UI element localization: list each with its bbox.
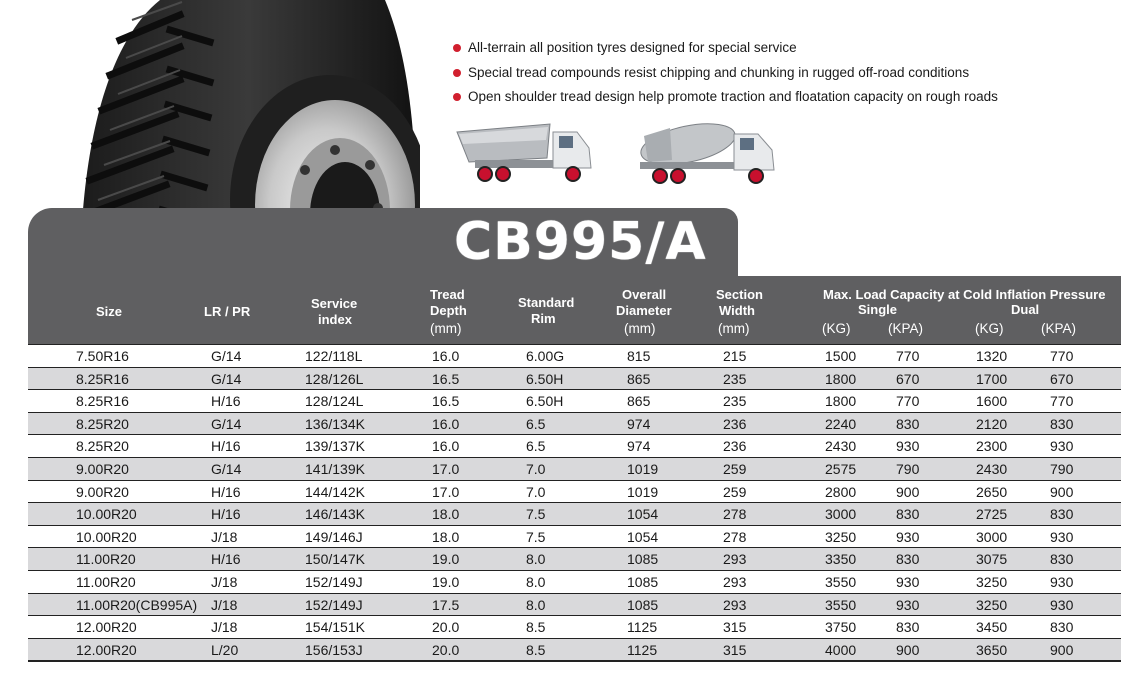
table-cell: 974 [627,415,651,432]
table-cell: 3550 [825,596,857,613]
table-row [28,571,1121,594]
table-cell: 16.5 [432,393,460,410]
table-cell: H/16 [211,393,241,410]
table-cell: 7.0 [526,483,546,500]
feature-item [452,85,998,110]
table-row [28,481,1121,504]
table-cell: 2240 [825,415,857,432]
table-row [28,345,1121,368]
spec-table [28,344,1121,662]
table-cell: H/16 [211,483,241,500]
col-diam-unit: (mm) [624,321,656,336]
table-cell: 18.0 [432,506,460,523]
table-cell: 8.0 [526,596,546,613]
col-width-1: Section [716,287,763,302]
table-cell: 3650 [976,641,1008,658]
table-cell: 8.5 [526,641,546,658]
table-row [28,435,1121,458]
mixer-truck-icon [630,120,780,192]
table-cell: 236 [723,438,747,455]
table-cell: 670 [1050,370,1074,387]
table-cell: 141/139K [305,460,365,477]
table-cell: 136/134K [305,415,365,432]
table-cell: 1054 [627,528,659,545]
col-diam-1: Overall [622,287,667,302]
table-cell: 830 [1050,551,1074,568]
table-cell: 150/147K [305,551,365,568]
col-dual-kg: (KG) [975,321,1004,336]
table-cell: 830 [896,415,920,432]
table-header [28,278,1121,344]
table-cell: 865 [627,393,651,410]
table-cell: 293 [723,573,747,590]
table-cell: 12.00R20 [76,641,137,658]
table-cell: 3550 [825,573,857,590]
table-cell: 790 [896,460,920,477]
feature-text: Special tread compounds resist chipping and chunking in rugged off-road conditions [468,64,970,80]
model-title: CB995/A [454,212,707,272]
table-cell: 1600 [976,393,1008,410]
table-cell: 830 [896,551,920,568]
table-cell: 139/137K [305,438,365,455]
table-cell: J/18 [211,619,238,636]
col-diam-2: Diameter [616,303,672,318]
table-cell: 3350 [825,551,857,568]
table-cell: J/18 [211,528,238,545]
table-cell: 152/149J [305,596,363,613]
table-cell: 1019 [627,460,659,477]
table-cell: 900 [896,483,920,500]
table-cell: 2725 [976,506,1008,523]
table-cell: 3000 [976,528,1008,545]
table-cell: 930 [1050,438,1074,455]
table-cell: 790 [1050,460,1074,477]
col-width-unit: (mm) [718,321,750,336]
table-cell: 830 [1050,619,1074,636]
table-cell: 1800 [825,393,857,410]
table-cell: 7.5 [526,506,546,523]
table-cell: 2650 [976,483,1008,500]
table-cell: 7.5 [526,528,546,545]
col-size: Size [96,304,123,319]
table-cell: 236 [723,415,747,432]
table-cell: 930 [896,438,920,455]
table-row [28,616,1121,639]
table-cell: G/14 [211,370,242,387]
table-cell: 7.50R16 [76,348,129,364]
table-cell: 7.0 [526,460,546,477]
table-cell: 9.00R20 [76,460,129,477]
table-row [28,548,1121,571]
table-cell: 815 [627,348,651,364]
table-cell: 3250 [976,596,1008,613]
bullet-icon [453,44,461,52]
dump-truck-icon [455,120,595,190]
table-cell: 144/142K [305,483,365,500]
table-cell: 128/124L [305,393,364,410]
table-cell: 6.5 [526,415,546,432]
table-cell: 3250 [825,528,857,545]
bullet-icon [453,93,461,101]
table-row [28,526,1121,549]
table-cell: 8.5 [526,619,546,636]
table-cell: 1800 [825,370,857,387]
table-cell: 278 [723,528,747,545]
col-service-1: Service [311,296,358,311]
table-cell: 8.25R16 [76,370,129,387]
feature-item [452,61,998,86]
table-cell: 12.00R20 [76,619,137,636]
table-cell: 930 [896,573,920,590]
table-cell: 16.0 [432,438,460,455]
table-cell: 930 [896,596,920,613]
table-cell: 11.00R20 [76,551,136,568]
table-row [28,368,1121,391]
table-cell: 17.5 [432,596,460,613]
table-cell: 6.50H [526,370,564,387]
table-cell: 930 [1050,573,1074,590]
table-cell: 2430 [976,460,1008,477]
table-cell: 830 [1050,415,1074,432]
table-row [28,503,1121,526]
col-lr-pr: LR / PR [204,304,251,319]
table-cell: 293 [723,551,747,568]
col-width-2: Width [719,303,755,318]
table-cell: 20.0 [432,619,460,636]
table-cell: 18.0 [432,528,460,545]
table-cell: 1085 [627,551,659,568]
table-cell: 128/126L [305,370,364,387]
table-row [28,458,1121,481]
table-cell: 293 [723,596,747,613]
table-cell: G/14 [211,415,242,432]
col-dual-kpa: (KPA) [1041,321,1077,336]
table-cell: 930 [1050,528,1074,545]
col-max-load: Max. Load Capacity at Cold Inflation Pressure [823,287,1106,302]
table-cell: 17.0 [432,460,460,477]
col-tread-unit: (mm) [430,321,462,336]
table-cell: 770 [896,393,920,410]
table-cell: 3000 [825,506,857,523]
table-cell: L/20 [211,641,239,658]
table-cell: 315 [723,619,747,636]
table-cell: 156/153J [305,641,363,658]
table-cell: 830 [896,619,920,636]
table-cell: H/16 [211,438,241,455]
table-cell: G/14 [211,460,242,477]
feature-text: All-terrain all position tyres designed for special service [468,40,797,55]
table-cell: 770 [896,348,920,364]
table-cell: 930 [896,528,920,545]
table-cell: 10.00R20 [76,528,137,545]
table-cell: 865 [627,370,651,387]
table-row [28,390,1121,413]
table-cell: 2300 [976,438,1008,455]
table-cell: 830 [1050,506,1074,523]
col-rim-1: Standard [518,295,575,310]
col-rim-2: Rim [531,311,556,326]
table-row [28,639,1121,663]
table-cell: 3750 [825,619,857,636]
table-cell: 3450 [976,619,1008,636]
col-tread-2: Depth [430,303,467,318]
table-cell: 315 [723,641,747,658]
table-cell: 278 [723,506,747,523]
table-cell: G/14 [211,348,242,364]
table-cell: H/16 [211,506,241,523]
table-cell: 770 [1050,393,1074,410]
table-cell: 8.25R20 [76,415,129,432]
table-cell: 1700 [976,370,1008,387]
bullet-icon [453,69,461,77]
table-cell: 830 [896,506,920,523]
feature-item [452,36,998,61]
table-cell: 900 [1050,483,1074,500]
table-cell: 16.0 [432,415,460,432]
table-cell: 146/143K [305,506,365,523]
table-cell: 2575 [825,460,857,477]
table-cell: 16.5 [432,370,460,387]
table-cell: 122/118L [305,348,363,364]
table-cell: 6.50H [526,393,564,410]
table-cell: J/18 [211,596,238,613]
col-single-kg: (KG) [822,321,851,336]
table-cell: 2430 [825,438,857,455]
table-cell: 152/149J [305,573,363,590]
col-single-kpa: (KPA) [888,321,924,336]
feature-text: Open shoulder tread design help promote traction and floatation capacity on rough roads [468,89,998,104]
table-cell: 1125 [627,619,658,636]
table-cell: 8.0 [526,573,546,590]
table-cell: 770 [1050,348,1074,364]
feature-list [452,36,998,110]
table-cell: 670 [896,370,920,387]
table-cell: 259 [723,483,747,500]
table-cell: 900 [896,641,920,658]
table-cell: 2800 [825,483,857,500]
table-cell: 20.0 [432,641,460,658]
table-cell: 8.25R16 [76,393,129,410]
table-cell: 259 [723,460,747,477]
table-cell: 19.0 [432,551,460,568]
table-cell: 16.0 [432,348,460,364]
table-cell: 3075 [976,551,1008,568]
table-cell: 3250 [976,573,1008,590]
table-cell: 1019 [627,483,659,500]
table-cell: 154/151K [305,619,365,636]
table-cell: 9.00R20 [76,483,129,500]
col-dual: Dual [1011,302,1040,317]
table-cell: 149/146J [305,528,363,545]
table-cell: 215 [723,348,747,364]
table-cell: 19.0 [432,573,460,590]
col-service-2: index [318,312,352,327]
table-cell: 2120 [976,415,1008,432]
table-cell: 8.25R20 [76,438,129,455]
table-cell: 1500 [825,348,857,364]
table-cell: H/16 [211,551,241,568]
table-cell: 11.00R20 [76,573,136,590]
table-cell: 1085 [627,596,659,613]
table-cell: 900 [1050,641,1074,658]
table-cell: 6.00G [526,348,565,364]
col-tread-1: Tread [430,287,465,302]
table-cell: 11.00R20(CB995A) [76,596,198,613]
table-row [28,413,1121,436]
table-cell: 17.0 [432,483,460,500]
table-cell: 1054 [627,506,659,523]
table-cell: 974 [627,438,651,455]
table-cell: 4000 [825,641,857,658]
table-row [28,594,1121,617]
table-cell: 1125 [627,641,658,658]
table-cell: J/18 [211,573,238,590]
table-cell: 10.00R20 [76,506,137,523]
table-cell: 6.5 [526,438,546,455]
table-cell: 8.0 [526,551,546,568]
table-cell: 1320 [976,348,1008,364]
table-cell: 1085 [627,573,659,590]
table-cell: 235 [723,370,747,387]
table-cell: 235 [723,393,747,410]
table-cell: 930 [1050,596,1074,613]
col-single: Single [858,302,898,317]
